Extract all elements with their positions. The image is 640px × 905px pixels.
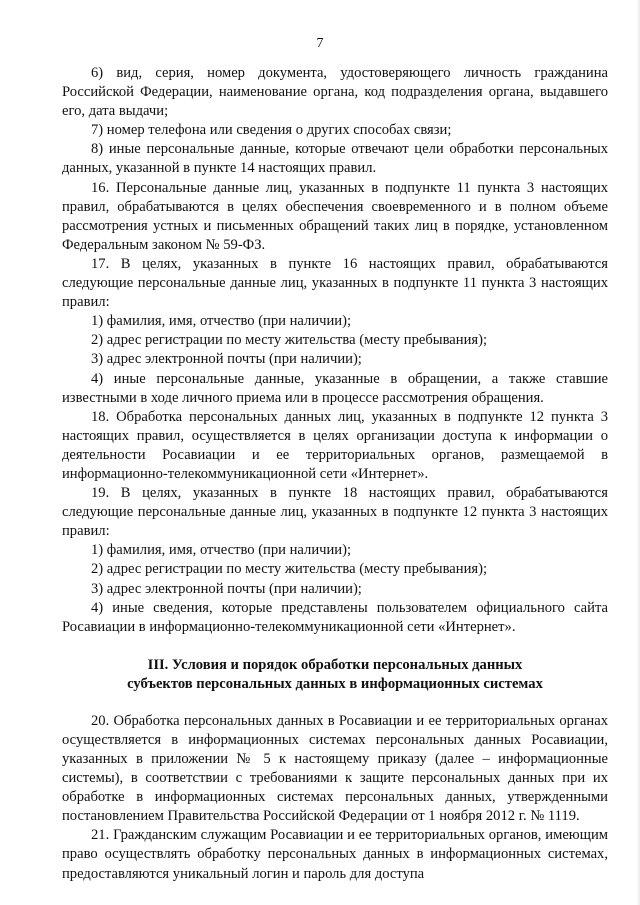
paragraph: 21. Гражданским служащим Росавиации и ее территориальных органов, имеющим право осуществлять обработку персональных данных в информационных системах, предоставляются уникальный логин и пароль для доступа [62,827,608,882]
list-item: 3) адрес электронной почты (при наличии); [91,351,362,368]
list-item: 4) иные сведения, которые представлены пользователем официального сайта Росавиации в информационно-телекоммуникационной сети «Интернет». [62,599,608,635]
paragraph: 8) иные персональные данные, которые отвечают цели обработки персональных данных, указанной в пункте 14 настоящих правил. [62,141,608,177]
paragraph: 20. Обработка персональных данных в Росавиации и ее территориальных органах осуществляется в информационных системах персональных данных Росавиации, указанных в приложении № 5 к настоящему приказу (далее – информационные системы), в соответствии с требованиями к защите персональных данных при их обработке в информационных системах персональных данных, утвержденными постановлением Правительства Российской Федерации от 1 ноября 2012 г. № 1119. [62,712,608,825]
page-number: 7 [316,36,324,51]
section-heading [62,656,608,694]
list-item: 1) фамилия, имя, отчество (при наличии); [91,313,352,330]
list-item: 2) адрес регистрации по месту жительства (месту пребывания); [91,561,488,578]
paragraph: 6) вид, серия, номер документа, удостоверяющего личность гражданина Российской Федерации, наименование органа, код подразделения органа, выдавшего его, дата выдачи; [62,65,608,120]
paragraph: 17. В целях, указанных в пункте 16 настоящих правил, обрабатываются следующие персональные данные лиц, указанных в подпункте 11 пункта 3 настоящих правил: [62,255,608,311]
section-heading-line: III. Условия и порядок обработки персональных данных [147,656,523,673]
document-body [62,64,608,884]
paragraph: 19. В целях, указанных в пункте 18 настоящих правил, обрабатываются следующие персональные данные лиц, указанных в подпункте 12 пункта 3 настоящих правил: [62,485,608,540]
paragraph: 18. Обработка персональных данных лиц, указанных в подпункте 12 пункта 3 настоящих правил, осуществляется в целях организации доступа к информации о деятельности Росавиации и ее территориальных органов, размещаемой в информационно-телекоммуникационной сети «Интернет». [62,408,608,482]
paragraph: 7) номер телефона или сведения о других способах связи; [91,122,452,139]
paragraph: 16. Персональные данные лиц, указанных в подпункте 11 пункта 3 настоящих правил, обрабатываются в целях обеспечения своевременного и в полном объеме рассмотрения устных и письменных обращений таких лиц в порядке, установленном Федеральным законом № 59-ФЗ. [62,179,608,253]
section-heading-line: субъектов персональных данных в информационных системах [127,675,543,692]
list-item: 1) фамилия, имя, отчество (при наличии); [91,542,352,559]
list-item: 3) адрес электронной почты (при наличии); [91,580,362,597]
list-item: 4) иные персональные данные, указанные в обращении, а также ставшие известными в ходе личного приема или в процессе рассмотрения обращения. [62,370,608,406]
list-item: 2) адрес регистрации по месту жительства (месту пребывания); [91,332,488,349]
